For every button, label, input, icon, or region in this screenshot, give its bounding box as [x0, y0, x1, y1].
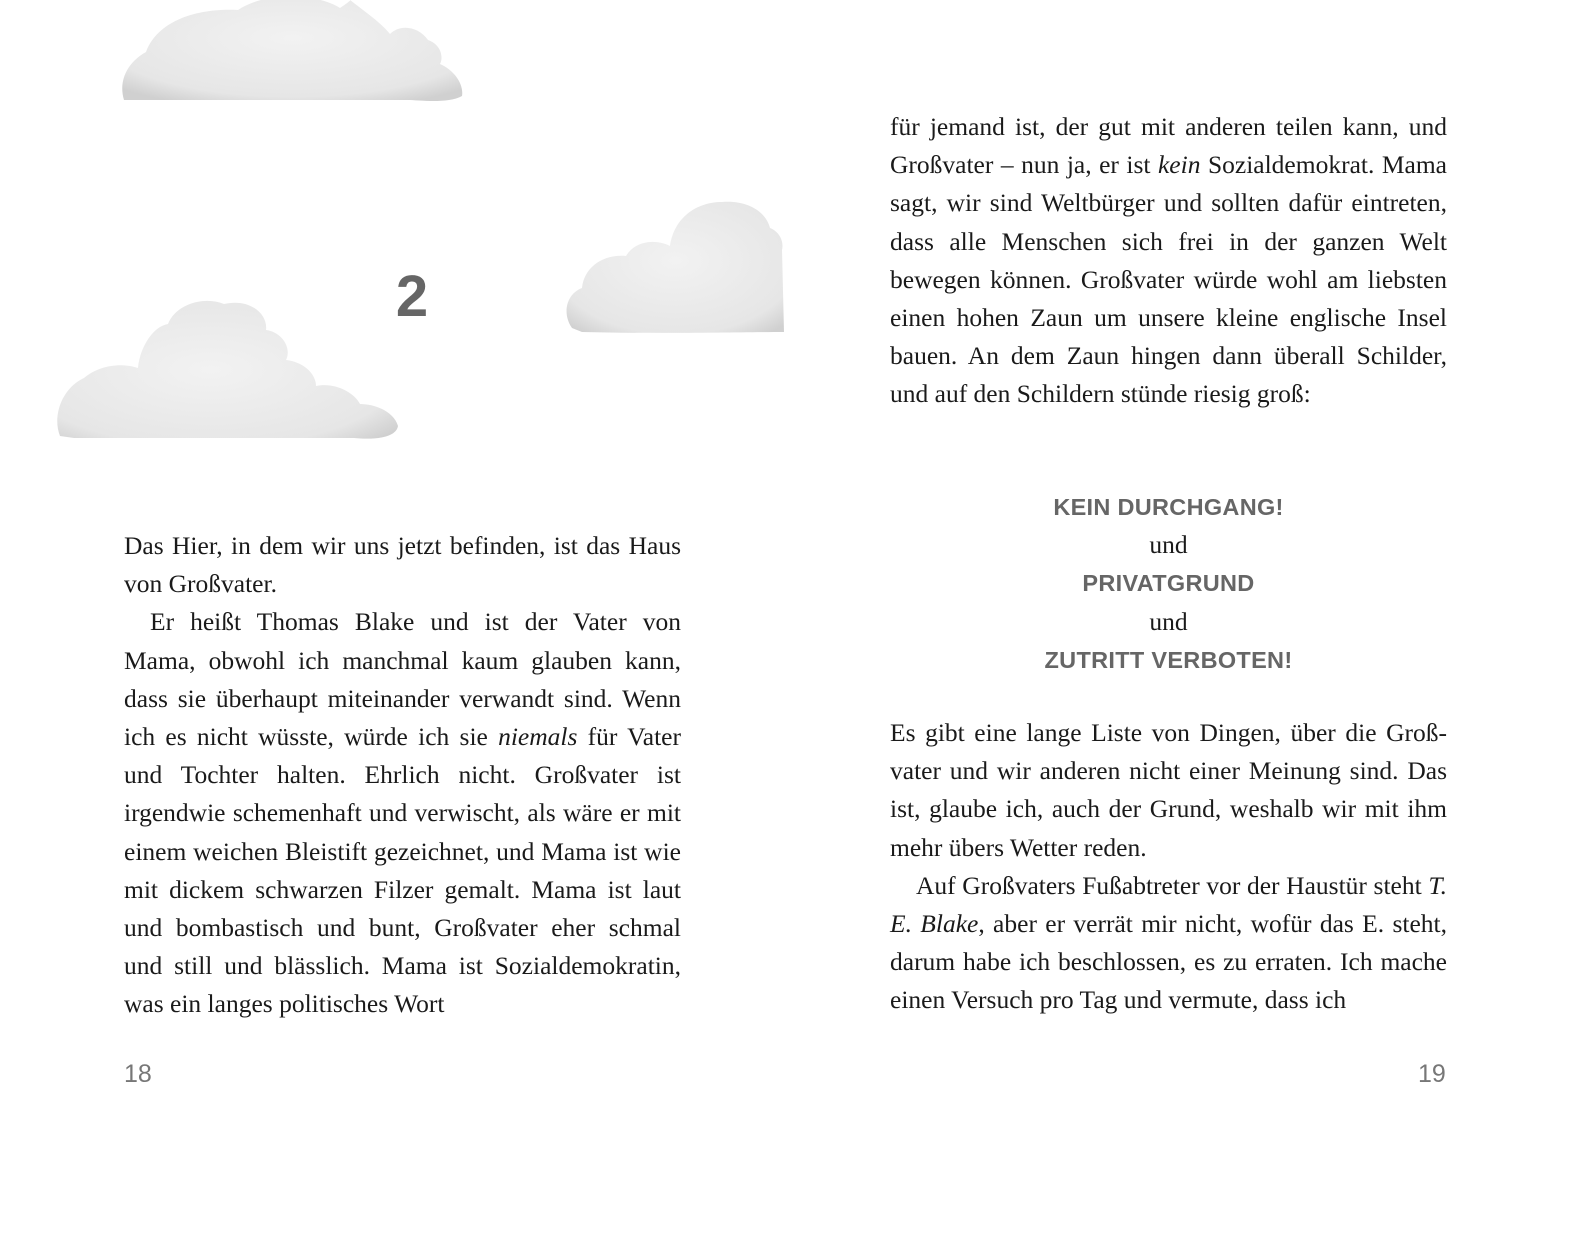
emphasis-niemals: niemals [498, 722, 578, 752]
left-paragraph-2 [124, 603, 681, 1023]
left-page-text [124, 527, 681, 1024]
page-number-left: 18 [124, 1060, 152, 1088]
sign-privatgrund: PRIVATGRUND [1082, 570, 1255, 597]
right-paragraph-3 [890, 867, 1447, 1020]
left-paragraph-1: Das Hier, in dem wir uns jetzt befinden, ist das Haus von Großvater. [124, 531, 681, 599]
cloud-top-left [118, 0, 466, 104]
left-paragraph-2-part-a: Er heißt Thomas Blake und ist der Vater von Mama, obwohl ich manchmal kaum glauben kann, dass sie überhaupt miteinander verwandt sind. Wenn ich es nicht wüsste, würde ich sie [124, 607, 681, 752]
right-paragraph-1-part-a: für jemand ist, der gut mit anderen teilen kann, und Großvater – nun ja, er ist [890, 112, 1447, 180]
right-paragraph-3-part-a: Auf Großvaters Fußabtreter vor der Haustür steht [916, 870, 1429, 900]
left-paragraph-2-part-b: für Vater und Tochter halten. Ehrlich nicht. Großvater ist irgendwie schemenhaft und verwischt, als wäre er mit einem weichen Bleistift gezeichnet, und Mama ist wie mit dickem schwarzen Filzer gemalt. Mama ist laut und bombastisch und bunt, Großvater eher schmal und still und blässlich. Mama ist Sozialdemokratin, was ein langes politisches Wort [124, 722, 681, 1019]
cloud-right [562, 198, 786, 334]
chapter-number: 2 [395, 264, 429, 329]
right-page-text-bottom [890, 714, 1447, 1020]
sign-kein-durchgang: KEIN DURCHGANG! [1053, 494, 1284, 520]
right-paragraph-1 [890, 108, 1447, 414]
sign-und-1: und [1149, 530, 1188, 560]
sign-zutritt-verboten: ZUTRITT VERBOTEN! [1044, 646, 1293, 673]
right-paragraph-1-part-b: Sozialdemokrat. Mama sagt, wir sind Weltbürger und sollten dafür eintreten, dass alle Menschen sich frei in der ganzen Welt bewegen können. Großvater würde wohl am liebsten einen hohen Zaun um unsere kleine englische Insel bauen. An dem Zaun hingen dann überall Schilder, und auf den Schildern stünde riesig groß: [890, 150, 1447, 409]
right-page-text-top [890, 108, 1447, 414]
right-paragraph-2: Es gibt eine lange Liste von Dingen, über die Großvater und wir anderen nicht einer Meinung sind. Das ist, glaube ich, auch der Grund, weshalb wir mit ihm mehr übers Wetter reden. [890, 718, 1447, 862]
emphasis-kein: kein [1157, 150, 1201, 180]
right-paragraph-3-part-b: , aber er verrät mir nicht, wofür das E. steht, darum habe ich beschlossen, es zu erraten. Ich mache einen Versuch pro Tag und vermute, dass ich [890, 909, 1448, 1015]
emphasis-te-blake: T. E. Blake [890, 870, 1447, 939]
cloud-bottom-left [54, 296, 402, 444]
sign-und-2: und [1149, 606, 1188, 636]
page-number-right: 19 [1418, 1060, 1446, 1088]
sign-block [890, 488, 1447, 679]
